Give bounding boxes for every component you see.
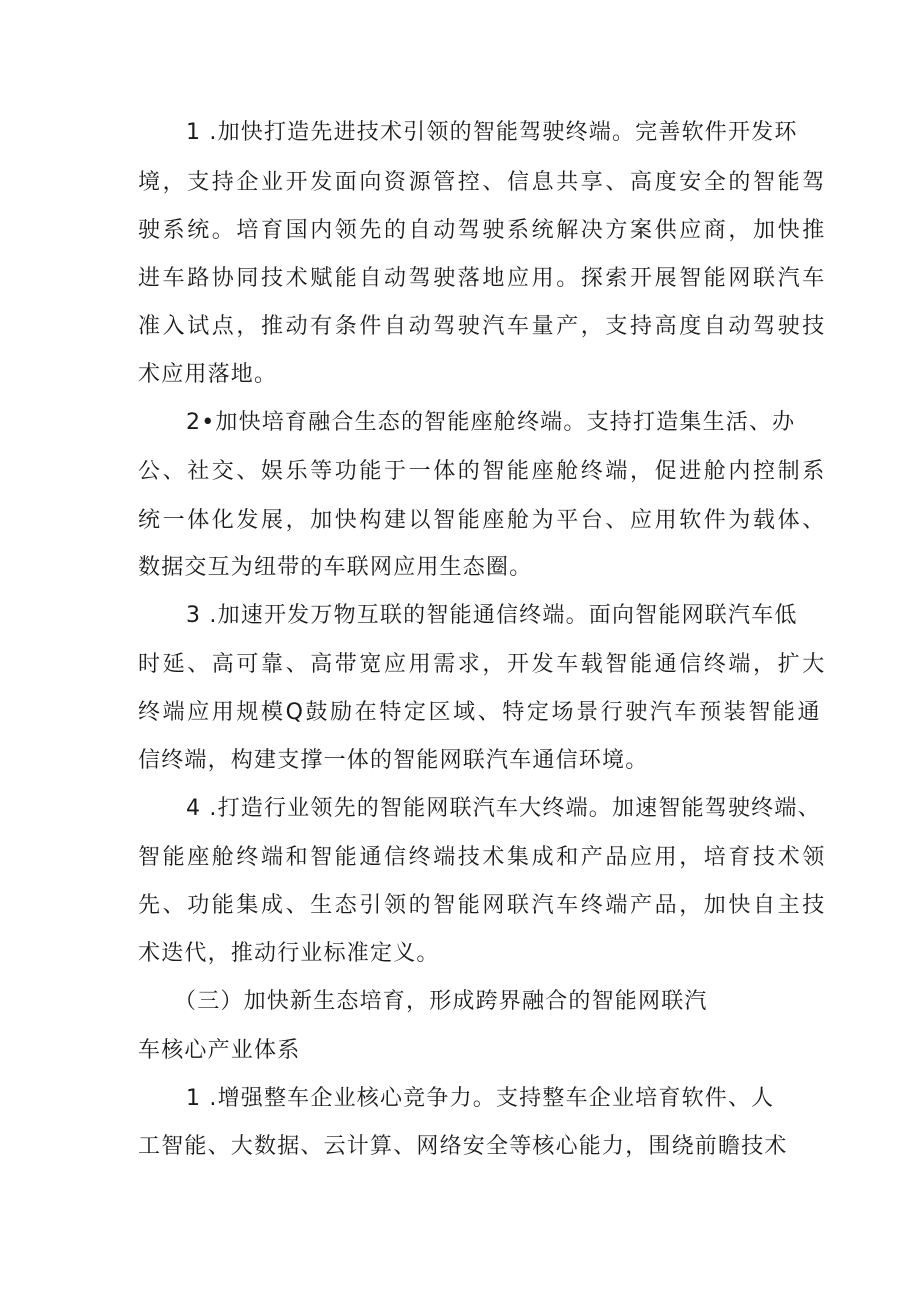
paragraph-2-line-3: 统一体化发展，加快构建以智能座舱为平台、应用软件为载体、 [138, 508, 827, 533]
section-heading-line-1: （三）加快新生态培育，形成跨界融合的智能网联汽 [174, 989, 708, 1014]
paragraph-5-line-1: 1 .增强整车企业核心竞争力。支持整车企业培育软件、人 [186, 1086, 775, 1111]
paragraph-2-line-2: 公、社交、娱乐等功能于一体的智能座舱终端，促进舱内控制系 [138, 459, 827, 484]
paragraph-3-line-1: 3 .加速开发万物互联的智能通信终端。面向智能网联汽车低 [186, 603, 798, 628]
paragraph-4-line-4: 术迭代，推动行业标准定义。 [138, 941, 440, 966]
section-heading-line-2: 车核心产业体系 [138, 1038, 301, 1063]
paragraph-3-line-3: 终端应用规模Q鼓励在特定区域、特定场景行驶汽车预装智能通 [138, 700, 823, 725]
paragraph-2-line-4: 数据交互为纽带的车联网应用生态圈。 [138, 555, 533, 580]
paragraph-1-line-5: 准入试点，推动有条件自动驾驶汽车量产，支持高度自动驾驶技 [138, 314, 827, 339]
paragraph-4-line-2: 智能座舱终端和智能通信终端技术集成和产品应用，培育技术领 [138, 845, 827, 870]
paragraph-3-line-4: 信终端，构建支撑一体的智能网联汽车通信环境。 [138, 748, 649, 773]
paragraph-3-line-2: 时延、高可靠、高带宽应用需求，开发车载智能通信终端，扩大 [138, 652, 827, 677]
paragraph-4-line-1: 4 .打造行业领先的智能网联汽车大终端。加速智能驾驶终端、 [186, 796, 821, 821]
paragraph-1-line-1: 1 .加快打造先进技术引领的智能驾驶终端。完善软件开发环 [186, 120, 798, 145]
paragraph-1-line-6: 术应用落地。 [138, 362, 278, 387]
paragraph-1-line-2: 境，支持企业开发面向资源管控、信息共享、高度安全的智能驾 [138, 170, 827, 195]
paragraph-1-line-3: 驶系统。培育国内领先的自动驾驶系统解决方案供应商，加快推 [138, 218, 827, 243]
paragraph-4-line-3: 先、功能集成、生态引领的智能网联汽车终端产品，加快自主技 [138, 893, 827, 918]
paragraph-1-line-4: 进车路协同技术赋能自动驾驶落地应用。探索开展智能网联汽车 [138, 266, 827, 291]
paragraph-2-line-1: 2•加快培育融合生态的智能座舱终端。支持打造集生活、办 [186, 410, 796, 435]
paragraph-5-line-2: 工智能、大数据、云计算、网络安全等核心能力，围绕前瞻技术 [138, 1134, 788, 1159]
